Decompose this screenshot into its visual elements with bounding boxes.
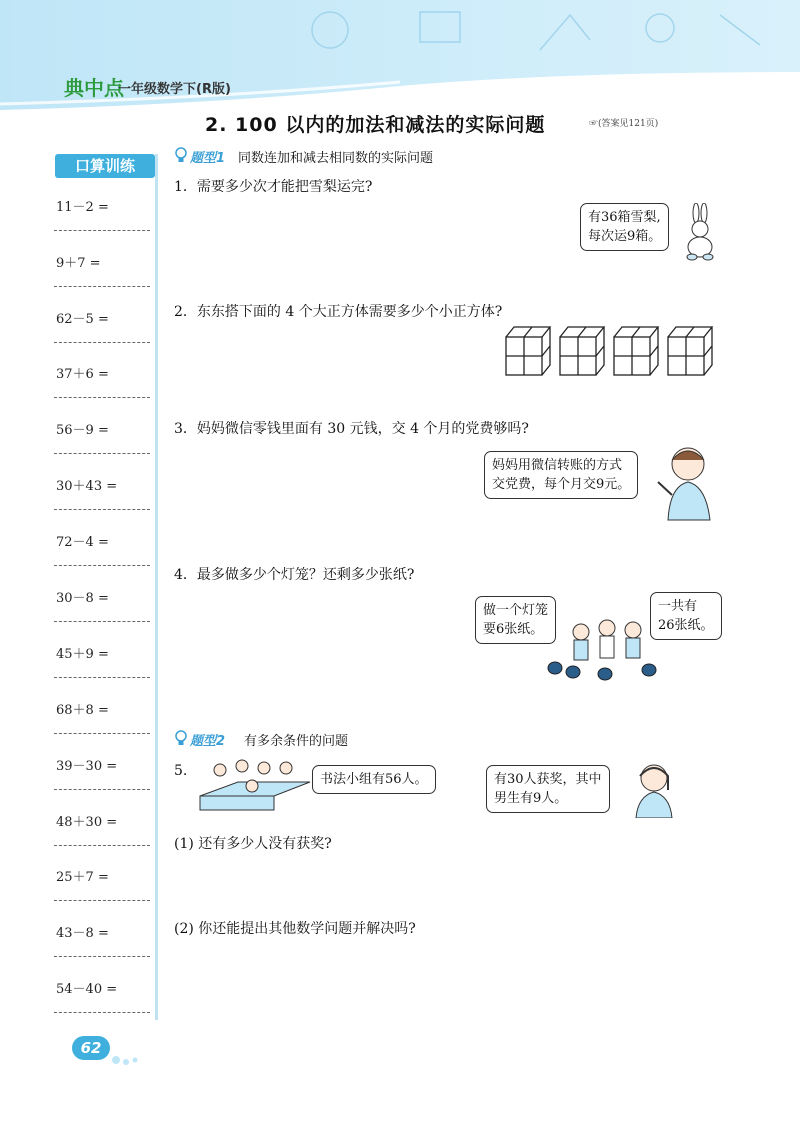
speech-bubble — [312, 765, 436, 794]
page-number: 62 — [72, 1036, 110, 1060]
oral-item — [54, 811, 150, 867]
question-4: 4．最多做多少个灯笼？还剩多少张纸? — [174, 567, 415, 583]
oral-expr: 30－8 = — [56, 591, 109, 606]
answer-reference: ☞(答案见121页) — [589, 119, 659, 129]
oral-item — [54, 699, 150, 755]
oral-item — [54, 475, 150, 531]
bubble-line: 书法小组有56人。 — [320, 772, 428, 787]
answer-line[interactable] — [54, 286, 150, 287]
bubble-dots-decoration — [110, 1050, 140, 1070]
lightbulb-icon — [174, 730, 188, 746]
answer-line[interactable] — [54, 1012, 150, 1013]
bubble-line: 有30人获奖，其中 — [494, 772, 602, 787]
rabbit-illustration — [680, 203, 720, 261]
oral-expr: 25＋7 = — [56, 870, 109, 885]
answer-line[interactable] — [54, 956, 150, 957]
oral-item — [54, 308, 150, 364]
cubes-illustration — [500, 323, 725, 379]
brand-logo: 典中点 — [64, 76, 124, 100]
grade-label: 一年级数学下(R版) — [118, 82, 231, 97]
children-lanterns-illustration — [545, 612, 665, 682]
oral-expr: 56－9 = — [56, 423, 109, 438]
oral-expr: 54－40 = — [56, 982, 118, 997]
oral-item — [54, 866, 150, 922]
answer-line[interactable] — [54, 342, 150, 343]
question-2: 2．东东搭下面的 4 个大正方体需要多少个小正方体? — [174, 304, 503, 320]
question-1: 1．需要多少次才能把雪梨运完? — [174, 179, 373, 195]
speech-bubble — [475, 596, 556, 644]
bubble-line: 男生有9人。 — [494, 791, 568, 806]
oral-item — [54, 419, 150, 475]
question-type-tag: 题型2 — [190, 734, 226, 749]
oral-expr: 45＋9 = — [56, 647, 109, 662]
teacher-illustration — [630, 760, 676, 818]
speech-bubble — [580, 203, 669, 251]
oral-expr: 72－4 = — [56, 535, 109, 550]
question-5-number: 5. — [174, 763, 188, 779]
calligraphy-class-illustration — [198, 756, 312, 812]
sub-question-2: (2) 你还能提出其他数学问题并解决吗? — [174, 921, 416, 937]
oral-practice-heading: 口算训练 — [55, 154, 155, 178]
bubble-line: 一共有 — [658, 599, 698, 614]
oral-expr: 39－30 = — [56, 759, 118, 774]
oral-expr: 48＋30 = — [56, 815, 118, 830]
answer-line[interactable] — [54, 453, 150, 454]
bubble-line: 26张纸。 — [658, 618, 714, 633]
oral-expr: 30＋43 = — [56, 479, 118, 494]
answer-line[interactable] — [54, 397, 150, 398]
oral-expr: 37＋6 = — [56, 367, 109, 382]
answer-line[interactable] — [54, 900, 150, 901]
oral-item — [54, 755, 150, 811]
oral-expr: 11－2 = — [56, 200, 109, 215]
question-type-label: 有多余条件的问题 — [244, 734, 349, 749]
question-type-tag: 题型1 — [190, 151, 226, 166]
oral-item — [54, 643, 150, 699]
answer-line[interactable] — [54, 733, 150, 734]
answer-line[interactable] — [54, 230, 150, 231]
bubble-line: 要6张纸。 — [483, 622, 544, 637]
question-3: 3．妈妈微信零钱里面有 30 元钱，交 4 个月的党费够吗? — [174, 421, 529, 437]
oral-item — [54, 252, 150, 308]
oral-expr: 9＋7 = — [56, 256, 101, 271]
oral-item — [54, 587, 150, 643]
oral-expr: 68＋8 = — [56, 703, 109, 718]
bubble-line: 做一个灯笼 — [483, 603, 549, 618]
bubble-line: 有36箱雪梨, — [588, 210, 661, 225]
page-title: 2. 100 以内的加法和减法的实际问题 — [205, 114, 546, 136]
speech-bubble — [486, 765, 610, 813]
question-type-label: 同数连加和减去相同数的实际问题 — [238, 151, 434, 166]
sub-question-1: (1) 还有多少人没有获奖? — [174, 836, 332, 852]
oral-expr: 62－5 = — [56, 312, 109, 327]
speech-bubble — [484, 451, 638, 499]
oral-expr: 43－8 = — [56, 926, 109, 941]
sidebar-divider — [155, 154, 158, 1020]
lightbulb-icon — [174, 147, 188, 163]
bubble-line: 交党费，每个月交9元。 — [492, 477, 631, 492]
answer-line[interactable] — [54, 789, 150, 790]
answer-line[interactable] — [54, 509, 150, 510]
bubble-line: 妈妈用微信转账的方式 — [492, 458, 623, 473]
oral-item — [54, 531, 150, 587]
oral-item — [54, 978, 150, 1034]
bubble-line: 每次运9箱。 — [588, 229, 662, 244]
mother-illustration — [652, 440, 722, 522]
oral-item — [54, 196, 150, 252]
answer-line[interactable] — [54, 677, 150, 678]
oral-item — [54, 363, 150, 419]
oral-item — [54, 922, 150, 978]
answer-line[interactable] — [54, 621, 150, 622]
answer-line[interactable] — [54, 565, 150, 566]
answer-line[interactable] — [54, 845, 150, 846]
